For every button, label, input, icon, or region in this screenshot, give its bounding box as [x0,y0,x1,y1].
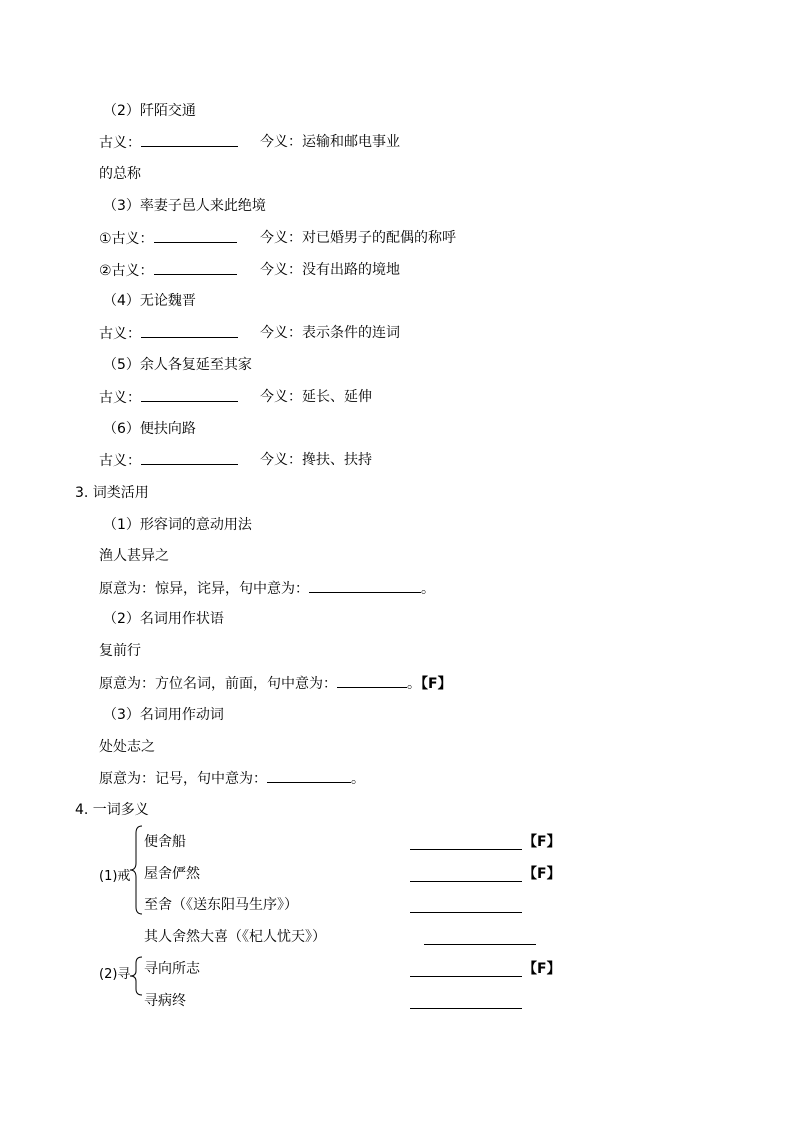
group-1-label: (1)戒 [99,869,131,884]
gu-line-3b: ②古义： [99,261,237,280]
item-6-title: （6）便扶向路 [103,421,196,437]
answer-blank[interactable] [141,388,238,402]
section-3-title: 3. 词类活用 [75,485,149,501]
answer-blank[interactable] [410,911,522,913]
gu-line-4: 古义： [99,324,238,343]
jin-line-5: 今义：延长、延伸 [260,389,372,405]
gu-line-2: 古义： [99,133,238,152]
answer-blank[interactable] [410,975,522,977]
part-3-orig: 原意为：记号，句中意为： 。 [99,771,365,787]
g2-item-2: 寻病终 [144,993,186,1009]
item-4-title: （4）无论魏晋 [103,293,196,309]
part-3-head: （3）名词用作动词 [103,707,224,723]
part-2-orig: 原意为：方位名词，前面，句中意为： 。【F】 [99,676,452,692]
answer-blank[interactable] [337,674,407,688]
answer-blank[interactable] [154,229,237,243]
item-2-title: （2）阡陌交通 [103,103,196,119]
answer-blank[interactable] [267,769,351,783]
mark-f: 【F】 [523,834,561,850]
item-3-title: （3）率妻子邑人来此绝境 [103,198,266,214]
mark-f: 【F】 [523,961,561,977]
jin-line-4: 今义：表示条件的连词 [260,325,400,341]
part-2-example: 复前行 [99,643,141,659]
gu-line-3a: ①古义： [99,229,237,248]
extra-item: 其人舍然大喜（《杞人忧天》） [144,929,326,945]
jin-line-2: 今义：运输和邮电事业 [260,134,400,150]
answer-blank[interactable] [141,324,238,338]
answer-blank[interactable] [154,261,237,275]
gu-line-5: 古义： [99,388,238,407]
g1-item-1: 便舍船 [144,834,186,850]
part-2-head: （2）名词用作状语 [103,611,224,627]
part-1-head: （1）形容词的意动用法 [103,517,252,533]
answer-blank[interactable] [410,848,522,850]
answer-blank[interactable] [141,451,238,465]
answer-blank[interactable] [410,1007,522,1009]
g2-item-1: 寻向所志 [144,961,200,977]
item-5-title: （5）余人各复延至其家 [103,357,252,373]
jin-line-6: 今义：搀扶、扶持 [260,452,372,468]
part-3-example: 处处志之 [99,739,155,755]
gu-line-6: 古义： [99,451,238,470]
answer-blank[interactable] [141,133,238,147]
g1-item-3: 至舍（《送东阳马生序》） [144,897,298,913]
group-2-label: (2)寻 [99,967,131,982]
mark-f: 【F】 [523,866,561,882]
answer-blank[interactable] [424,943,536,945]
answer-blank[interactable] [309,579,421,593]
section-4-title: 4. 一词多义 [75,802,149,818]
jin-line-3a: 今义：对已婚男子的配偶的称呼 [260,230,456,246]
part-1-example: 渔人甚异之 [99,548,169,564]
answer-blank[interactable] [410,880,522,882]
part-1-orig: 原意为：惊异，诧异，句中意为： 。 [99,581,435,597]
jin-line-3b: 今义：没有出路的境地 [260,262,400,278]
jin-line-2-cont: 的总称 [99,166,141,182]
g1-item-2: 屋舍俨然 [144,866,200,882]
